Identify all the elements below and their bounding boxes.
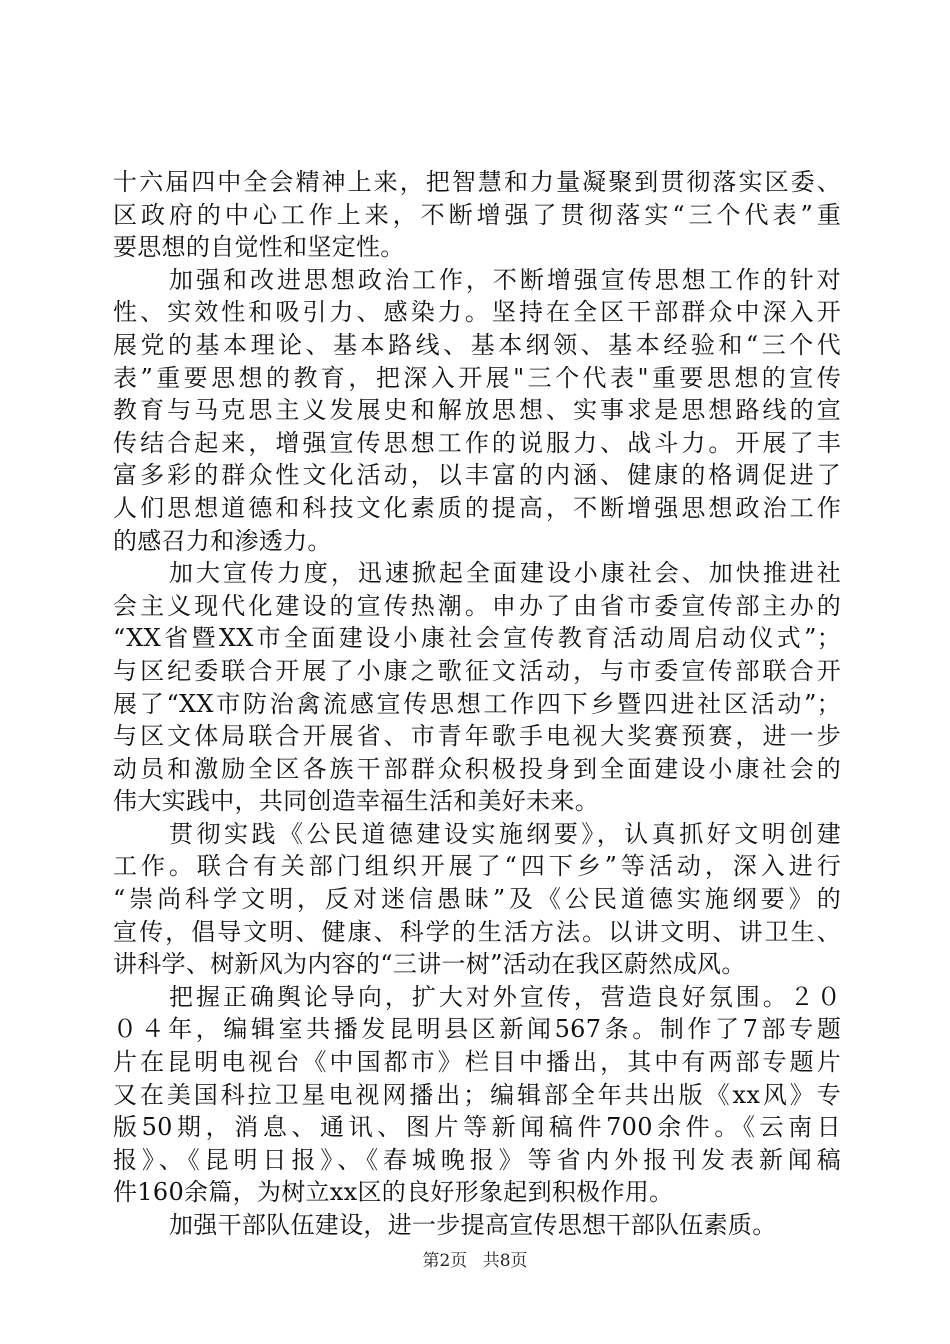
text-line: 动员和激励全区各族干部群众积极投身到全面建设小康社会的 [113,754,841,783]
paragraph [113,818,841,981]
page-number: 第2页 [422,1251,468,1271]
text-line: 展党的基本理论、基本路线、基本纲领、基本经验和“三个代 [113,330,841,359]
text-line: “崇尚科学文明，反对迷信愚昧”及《公民道德实施纲要》的 [113,885,841,914]
text-line: 宣传，倡导文明、健康、科学的生活方法。以讲文明、讲卫生、 [113,917,841,946]
text-line: 工作。联合有关部门组织开展了“四下乡”等活动，深入进行 [113,852,841,881]
text-line: 加强和改进思想政治工作，不断增强宣传思想工作的针对 [169,265,841,294]
text-line: 展了“XX市防治禽流感宣传思想工作四下乡暨四进社区活动”； [113,689,841,718]
text-line: 区政府的中心工作上来，不断增强了贯彻落实“三个代表”重 [113,200,841,229]
text-line: 贯彻实践《公民道德建设实施纲要》，认真抓好文明创建 [169,819,841,848]
text-line: “XX省暨XX市全面建设小康社会宣传教育活动周启动仪式”； [113,624,841,653]
page-footer [0,1250,950,1272]
text-line: 加强干部队伍建设，进一步提高宣传思想干部队伍素质。 [169,1211,777,1239]
text-line: 伟大实践中，共同创造幸福生活和美好未来。 [113,787,599,816]
text-line: 富多彩的群众性文化活动，以丰富的内涵、健康的格调促进了 [113,461,841,490]
text-line: 加大宣传力度，迅速掀起全面建设小康社会、加快推进社 [169,559,841,588]
text-line: 表”重要思想的教育，把深入开展"三个代表"重要思想的宣传 [113,363,841,392]
text-line: 与区文体局联合开展省、市青年歌手电视大奖赛预赛，进一步 [113,722,841,751]
paragraph [113,557,841,818]
page-total: 共8页 [482,1251,528,1271]
text-line: ０４年，编辑室共播发昆明县区新闻567条。制作了7部专题 [113,1015,841,1044]
text-line: 会主义现代化建设的宣传热潮。申办了由省市委宣传部主办的 [113,591,841,620]
text-line: 片在昆明电视台《中国都市》栏目中播出，其中有两部专题片 [113,1048,841,1077]
paragraph [113,166,841,264]
text-line: 十六届四中全会精神上来，把智慧和力量凝聚到贯彻落实区委、 [113,168,841,196]
text-line: 传结合起来，增强宣传思想工作的说服力、战斗力。开展了丰 [113,428,841,457]
text-line: 要思想的自觉性和坚定性。 [113,233,405,262]
text-line: 把握正确舆论导向，扩大对外宣传，营造良好氛围。２０ [169,982,841,1011]
text-line: 版50期，消息、通讯、图片等新闻稿件700余件。《云南日 [113,1113,841,1142]
paragraph [113,1209,841,1242]
text-line: 报》、《昆明日报》、《春城晚报》等省内外报刊发表新闻稿 [113,1145,841,1174]
text-line: 件160余篇，为树立xx区的良好形象起到积极作用。 [113,1178,674,1207]
text-line: 讲科学、树新风为内容的“三讲一树”活动在我区蔚然成风。 [113,950,746,979]
text-line: 又在美国科拉卫星电视网播出；编辑部全年共出版《xx风》专 [113,1080,841,1109]
text-line: 与区纪委联合开展了小康之歌征文活动，与市委宣传部联合开 [113,656,841,685]
text-line: 性、实效性和吸引力、感染力。坚持在全区干部群众中深入开 [113,298,841,327]
text-line: 人们思想道德和科技文化素质的提高，不断增强思想政治工作 [113,493,841,522]
document-body [113,166,841,1242]
text-line: 的感召力和渗透力。 [113,526,332,555]
paragraph [113,981,841,1209]
text-line: 教育与马克思主义发展史和解放思想、实事求是思想路线的宣 [113,396,841,425]
paragraph [113,264,841,557]
